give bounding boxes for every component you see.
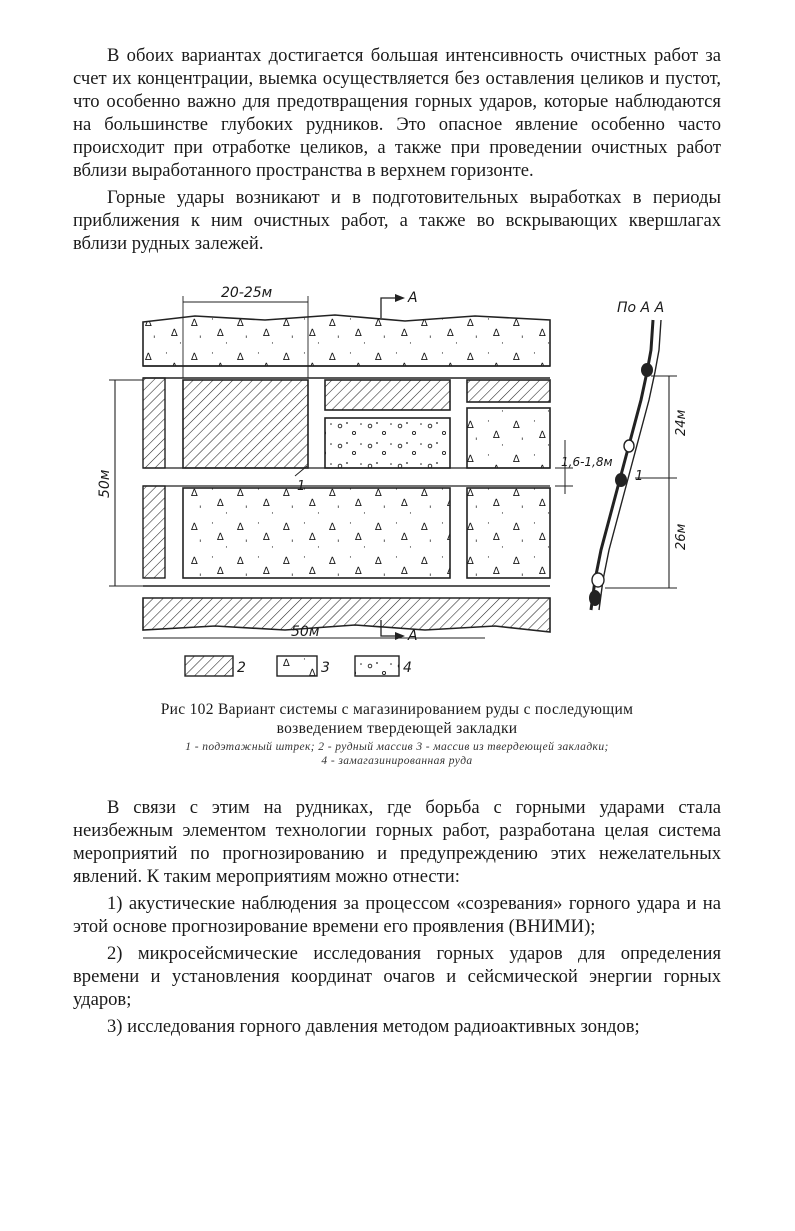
backfill-block-right-lower bbox=[467, 488, 550, 578]
section-label: 1 bbox=[635, 469, 644, 484]
paragraph: 2) микросейсмические исследования горных ударов для определения времени и установления координат очагов и сейсмической энергии горных ударов; bbox=[73, 943, 721, 1010]
ore-massif-strip bbox=[325, 380, 450, 410]
legend-label-3: 3 bbox=[321, 660, 330, 676]
paragraph: 3) исследования горного давления методом радиоактивных зондов; bbox=[107, 1016, 640, 1037]
legend-swatch-stored-ore bbox=[355, 656, 399, 676]
dim-drift-label: 1,6-1,8м bbox=[561, 455, 613, 469]
section-mark-bottom: А bbox=[408, 628, 418, 644]
legend-line: 4 - замагазинированная руда bbox=[321, 755, 473, 767]
caption-line: Рис 102 Вариант системы с магазинированием руды с последующим bbox=[160, 701, 634, 718]
figure-caption bbox=[73, 700, 721, 738]
caption-line: возведением твердеющей закладки bbox=[276, 720, 518, 737]
text-block-top bbox=[73, 44, 721, 255]
top-rubble-band bbox=[143, 315, 550, 366]
paragraph: В связи с этим на рудниках, где борьба с горными ударами стала неизбежным элементом технологии горных работ, разработана целая система мероприятий по прогнозированию и предупреждению этих нежелательных явлений. К таким мероприятиям можно отнести: bbox=[73, 797, 721, 887]
bottom-ore-band bbox=[143, 598, 550, 632]
legend-label-4: 4 bbox=[403, 660, 412, 676]
paragraph: 1) акустические наблюдения за процессом «созревания» горного удара и на этой основе прогнозирование времени его проявления (ВНИМИ); bbox=[73, 893, 721, 937]
legend-swatch-ore bbox=[185, 656, 233, 676]
backfill-block-lower bbox=[183, 488, 450, 578]
ore-massif-strip-right bbox=[467, 380, 550, 402]
section-dim-lower: 26м bbox=[674, 523, 689, 550]
left-pillar-lower bbox=[143, 486, 165, 578]
label-drift: 1 bbox=[297, 479, 306, 494]
dim-top-label: 20-25м bbox=[221, 285, 273, 301]
dim-height-label: 50м bbox=[97, 469, 113, 498]
figure-mining-system bbox=[95, 280, 715, 680]
legend-line: 1 - подэтажный штрек; 2 - рудный массив 3 - массив из твердеющей закладки; bbox=[185, 741, 609, 753]
section-mark-top: А bbox=[408, 290, 418, 306]
legend-swatch-backfill bbox=[277, 656, 317, 676]
paragraph: В обоих вариантах достигается большая интенсивность очистных работ за счет их концентрации, выемка осуществляется без оставления целиков и пустот, что особенно важно для предотвращения горных ударов, которые наблюдаются на большинстве глубоких рудников. Это опасное явление особенно часто происходит при отработке целиков, а также при проведении очистных работ вблизи выработанного пространства в верхнем горизонте. bbox=[73, 45, 721, 181]
backfill-block-right-upper bbox=[467, 408, 550, 468]
ore-massif-block bbox=[183, 380, 308, 468]
legend-label-2: 2 bbox=[237, 660, 246, 676]
text-block-bottom bbox=[73, 796, 721, 1038]
left-pillar-upper bbox=[143, 378, 165, 468]
stored-ore-block bbox=[325, 418, 450, 468]
figure-legend-text bbox=[73, 740, 721, 768]
section-title: По А А bbox=[617, 300, 665, 316]
section-dim-upper: 24м bbox=[674, 409, 689, 436]
dim-width-label: 50м bbox=[291, 624, 320, 640]
paragraph: Горные удары возникают и в подготовительных выработках в периоды приближения к ним очистных работ, а также во вскрывающих квершлагах вблизи рудных залежей. bbox=[73, 187, 721, 254]
